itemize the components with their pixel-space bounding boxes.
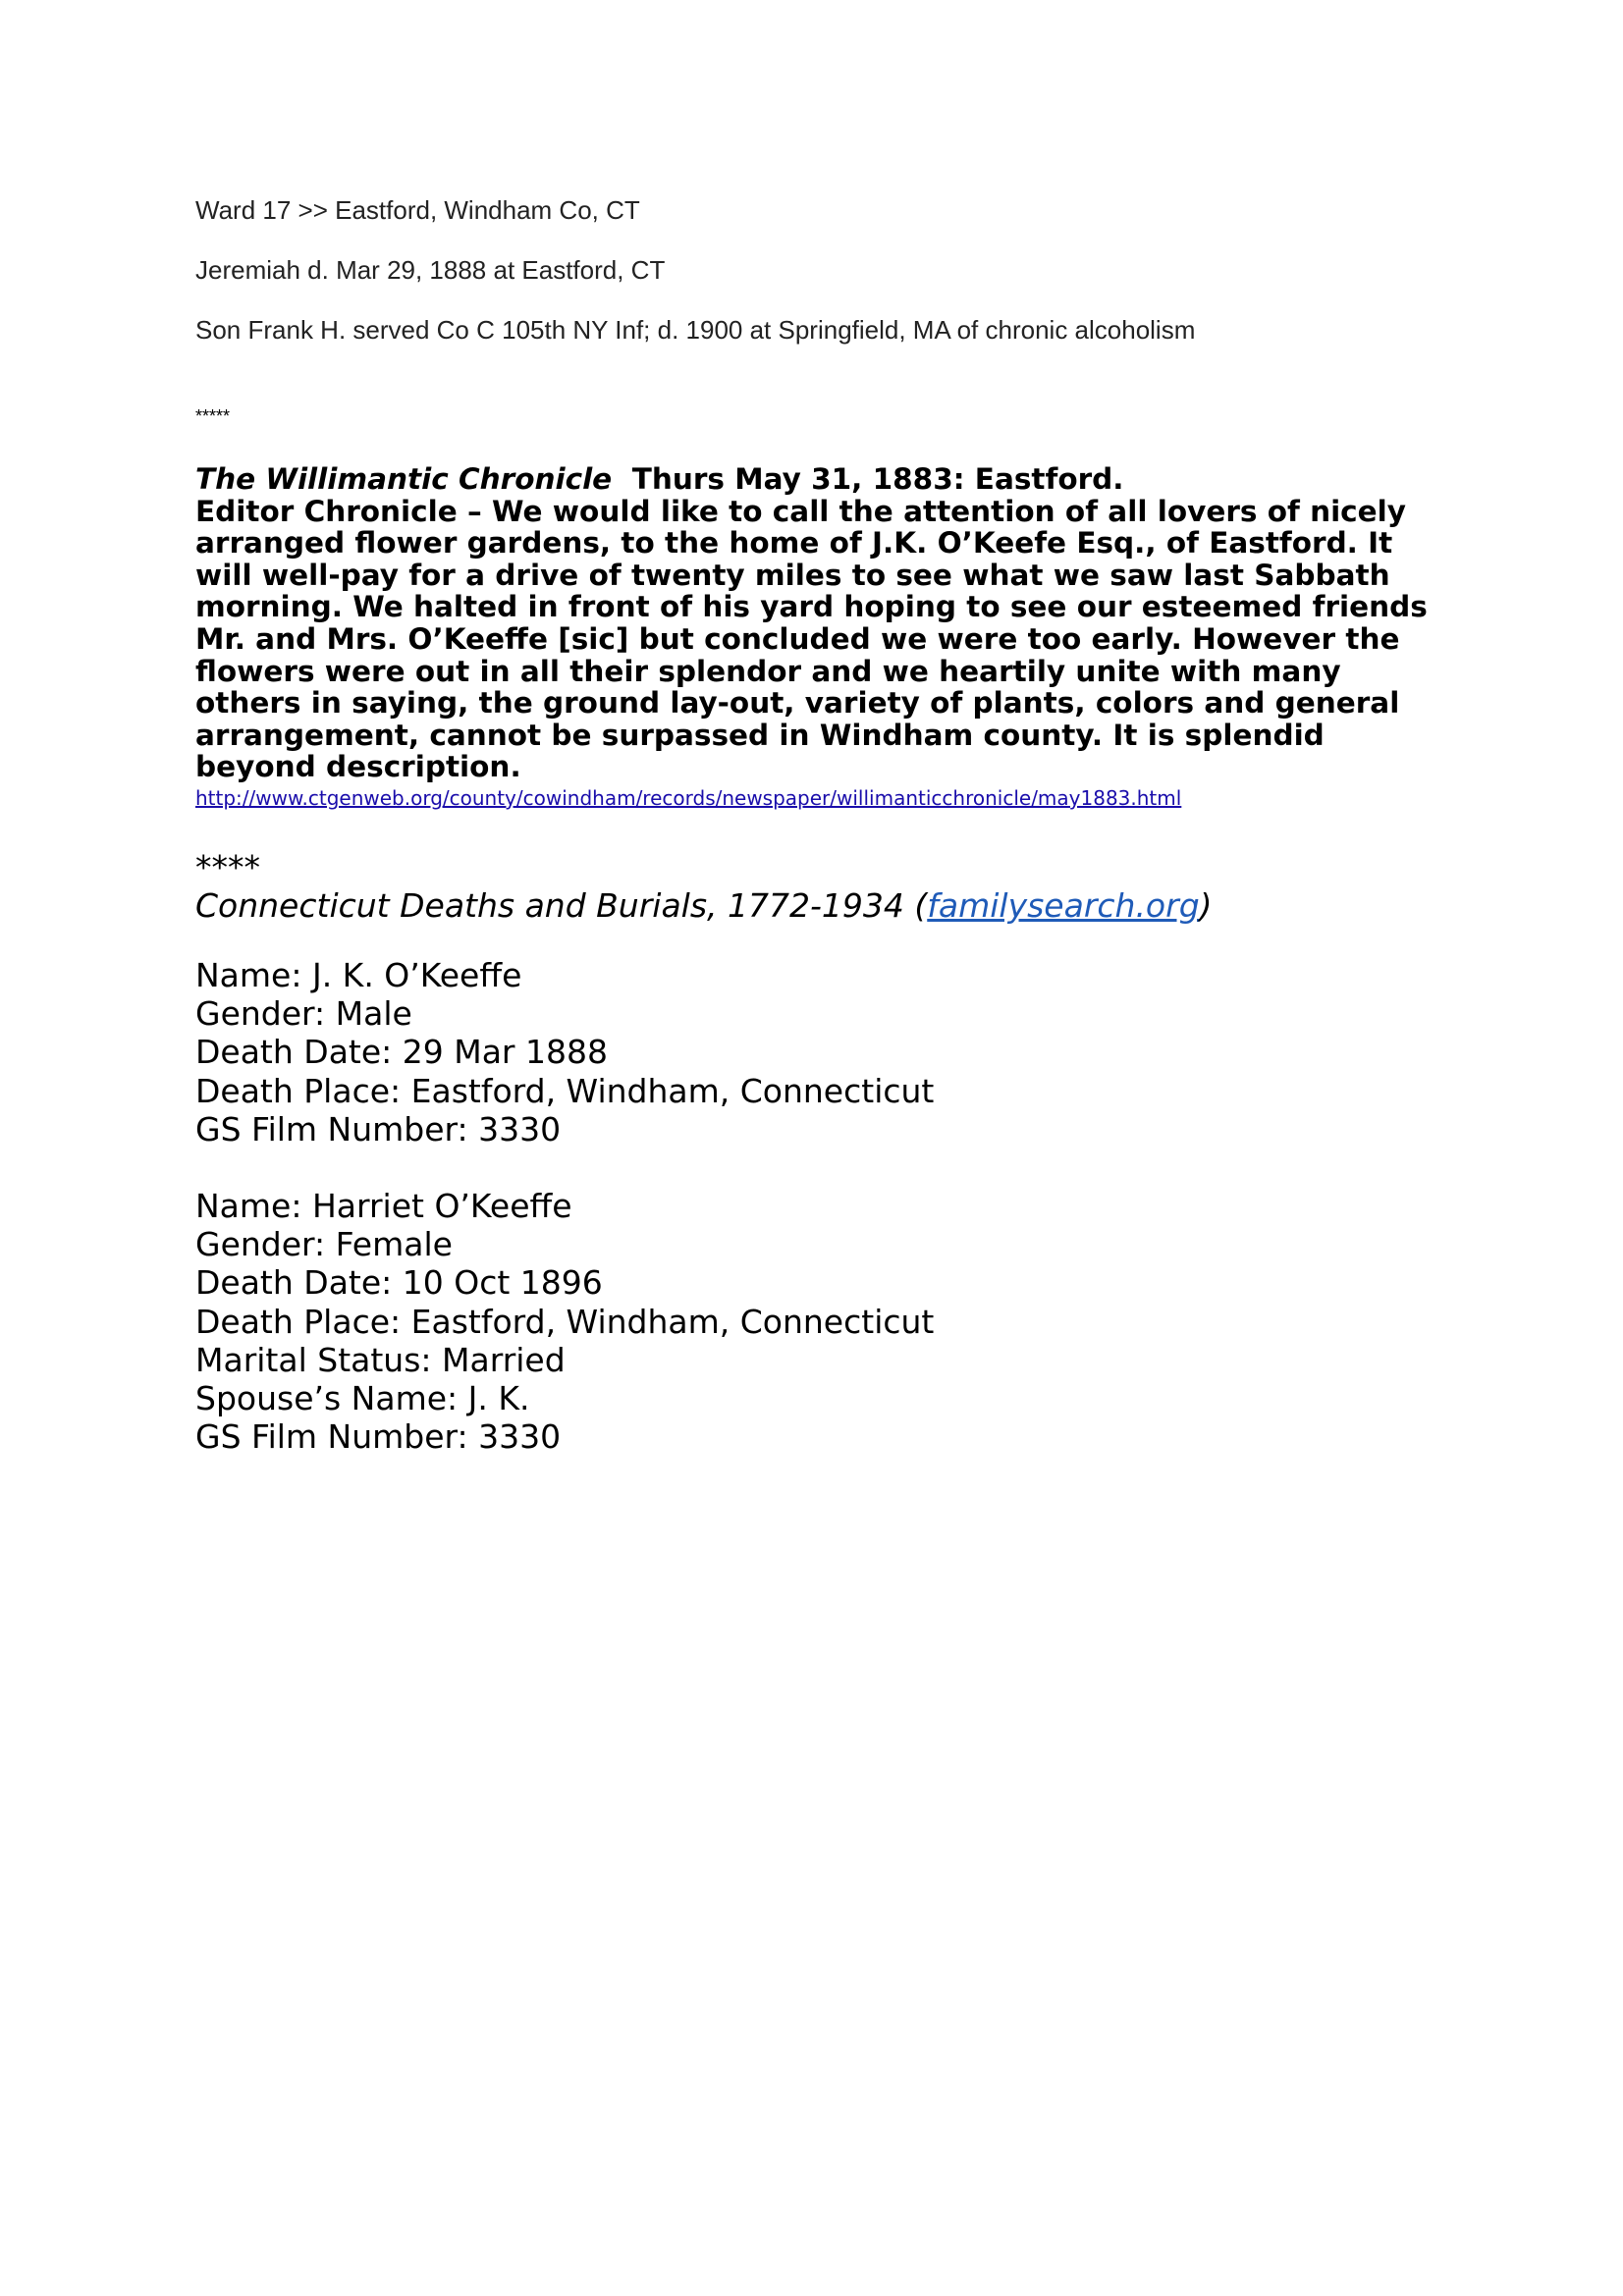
record-field: Gender: Female (195, 1225, 453, 1264)
death-record-harriet-okeeffe (195, 1187, 934, 1456)
record-field: Name: J. K. O’Keeffe (195, 956, 522, 994)
familysearch-link[interactable]: familysearch.org (927, 886, 1200, 925)
separator-stars-large: **** (195, 848, 260, 886)
record-field: Gender: Male (195, 994, 412, 1034)
article-dateline: Thurs May 31, 1883: Eastford. (612, 462, 1124, 496)
note-son-frank: Son Frank H. served Co C 105th NY Inf; d. 1900 at Springfield, MA of chronic alcoholism (195, 315, 1196, 345)
source-url-link[interactable]: http://www.ctgenweb.org/county/cowindham/records/newspaper/willimanticchronicle/may1883.html (195, 786, 1182, 810)
record-field: Death Place: Eastford, Windham, Connecticut (195, 1302, 935, 1341)
death-record-jk-okeeffe (195, 956, 934, 1148)
collection-title-suffix: ) (1199, 886, 1213, 925)
separator-stars-small: ***** (195, 406, 231, 426)
record-field: GS Film Number: 3330 (195, 1417, 562, 1457)
record-field: Death Date: 10 Oct 1896 (195, 1263, 603, 1303)
note-jeremiah-death: Jeremiah d. Mar 29, 1888 at Eastford, CT (195, 255, 666, 285)
record-field: Death Place: Eastford, Windham, Connecticut (195, 1071, 935, 1110)
record-field: Death Date: 29 Mar 1888 (195, 1033, 608, 1072)
collection-title (195, 886, 1213, 926)
collection-title-text: Connecticut Deaths and Burials, 1772-1934 ( (195, 886, 928, 925)
note-ward: Ward 17 >> Eastford, Windham Co, CT (195, 195, 640, 225)
record-field: Name: Harriet O’Keeffe (195, 1187, 572, 1225)
record-field: GS Film Number: 3330 (195, 1109, 562, 1148)
article-body: Editor Chronicle – We would like to call the attention of all lovers of nicely arranged flower gardens, to the home of J.K. O’Keefe Esq., of Eastford. It will well-pay for a drive of twenty miles to see what we saw last Sabbath morning. We halted in front of his yard hoping to see our esteemed friends Mr. and Mrs. O’Keeffe [sic] but concluded we were too early. However the flowers were out in all their splendor and we heartily unite with many others in saying, the ground lay-out, variety of plants, colors and general arrangement, cannot be surpassed in Windham county. It is splendid beyond description. (195, 494, 1428, 784)
article-publication-title: The Willimantic Chronicle (195, 462, 613, 496)
record-field: Marital Status: Married (195, 1340, 566, 1379)
newspaper-article (195, 463, 1433, 783)
record-field: Spouse’s Name: J. K. (195, 1379, 530, 1418)
